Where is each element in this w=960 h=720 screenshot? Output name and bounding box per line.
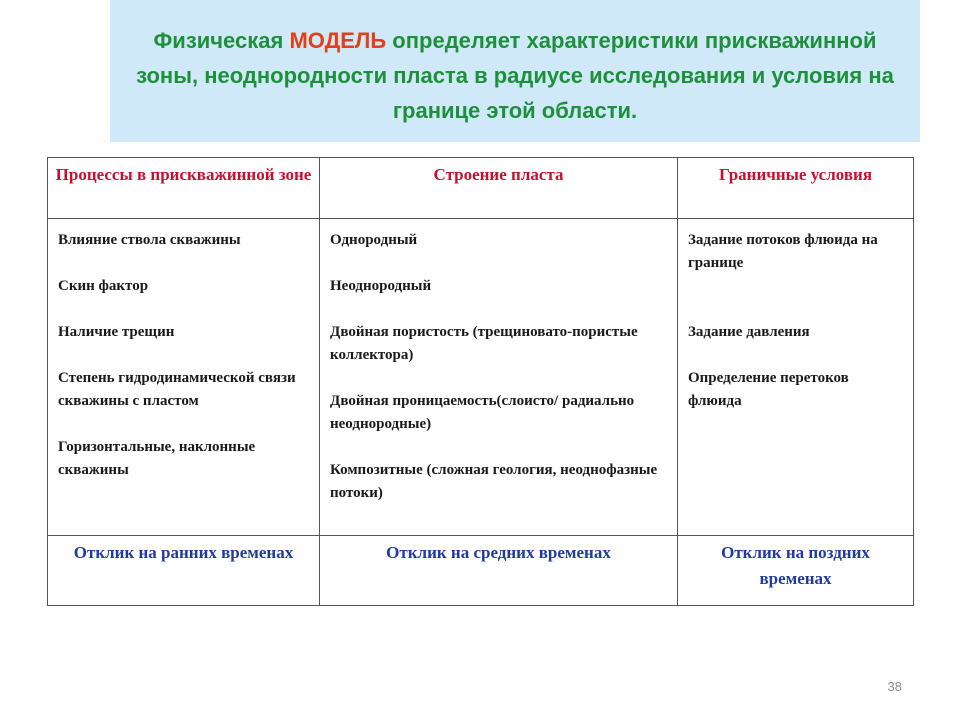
list-item: Влияние ствола скважины bbox=[58, 232, 241, 248]
near-wellbore-cell bbox=[48, 219, 320, 536]
reservoir-structure-cell bbox=[320, 219, 678, 536]
title-banner bbox=[110, 0, 920, 142]
body-row bbox=[48, 219, 914, 536]
title-part-1: Физическая bbox=[153, 27, 290, 53]
header-reservoir-structure: Строение пласта bbox=[320, 158, 678, 219]
footer-row bbox=[48, 536, 914, 606]
model-table bbox=[47, 157, 914, 606]
header-near-wellbore: Процессы в прискважинной зоне bbox=[48, 158, 320, 219]
list-item: Двойная проницаемость(слоисто/ радиально неоднородные) bbox=[330, 393, 635, 432]
list-item: Степень гидродинамической связи скважины с пластом bbox=[58, 370, 296, 409]
list-item: Наличие трещин bbox=[58, 324, 175, 340]
list-item: Задание потоков флюида на границе bbox=[688, 232, 878, 271]
list-item: Горизонтальные, наклонные скважины bbox=[58, 439, 256, 478]
list-item: Неоднородный bbox=[330, 278, 432, 294]
list-item: Скин фактор bbox=[58, 278, 149, 294]
title-part-2: определяет характеристики прискважинной зоны, неоднородности пласта в радиусе исследования и условия на границе этой области. bbox=[136, 27, 894, 123]
boundary-conditions-cell bbox=[678, 219, 914, 536]
slide-title bbox=[135, 23, 895, 128]
list-item: Определение перетоков флюида bbox=[688, 370, 849, 409]
footer-early-response: Отклик на ранних временах bbox=[48, 536, 320, 606]
list-item: Задание давления bbox=[688, 324, 810, 340]
list-item: Однородный bbox=[330, 232, 418, 248]
footer-middle-response: Отклик на средних временах bbox=[320, 536, 678, 606]
list-item: Композитные (сложная геология, неоднофазные потоки) bbox=[330, 462, 658, 501]
title-accent-word: МОДЕЛЬ bbox=[289, 27, 387, 53]
footer-late-response: Отклик на поздних временах bbox=[678, 536, 914, 606]
list-item: Двойная пористость (трещиновато-пористые коллектора) bbox=[330, 324, 638, 363]
page-number: 38 bbox=[887, 679, 902, 694]
header-boundary-conditions: Граничные условия bbox=[678, 158, 914, 219]
header-row bbox=[48, 158, 914, 219]
